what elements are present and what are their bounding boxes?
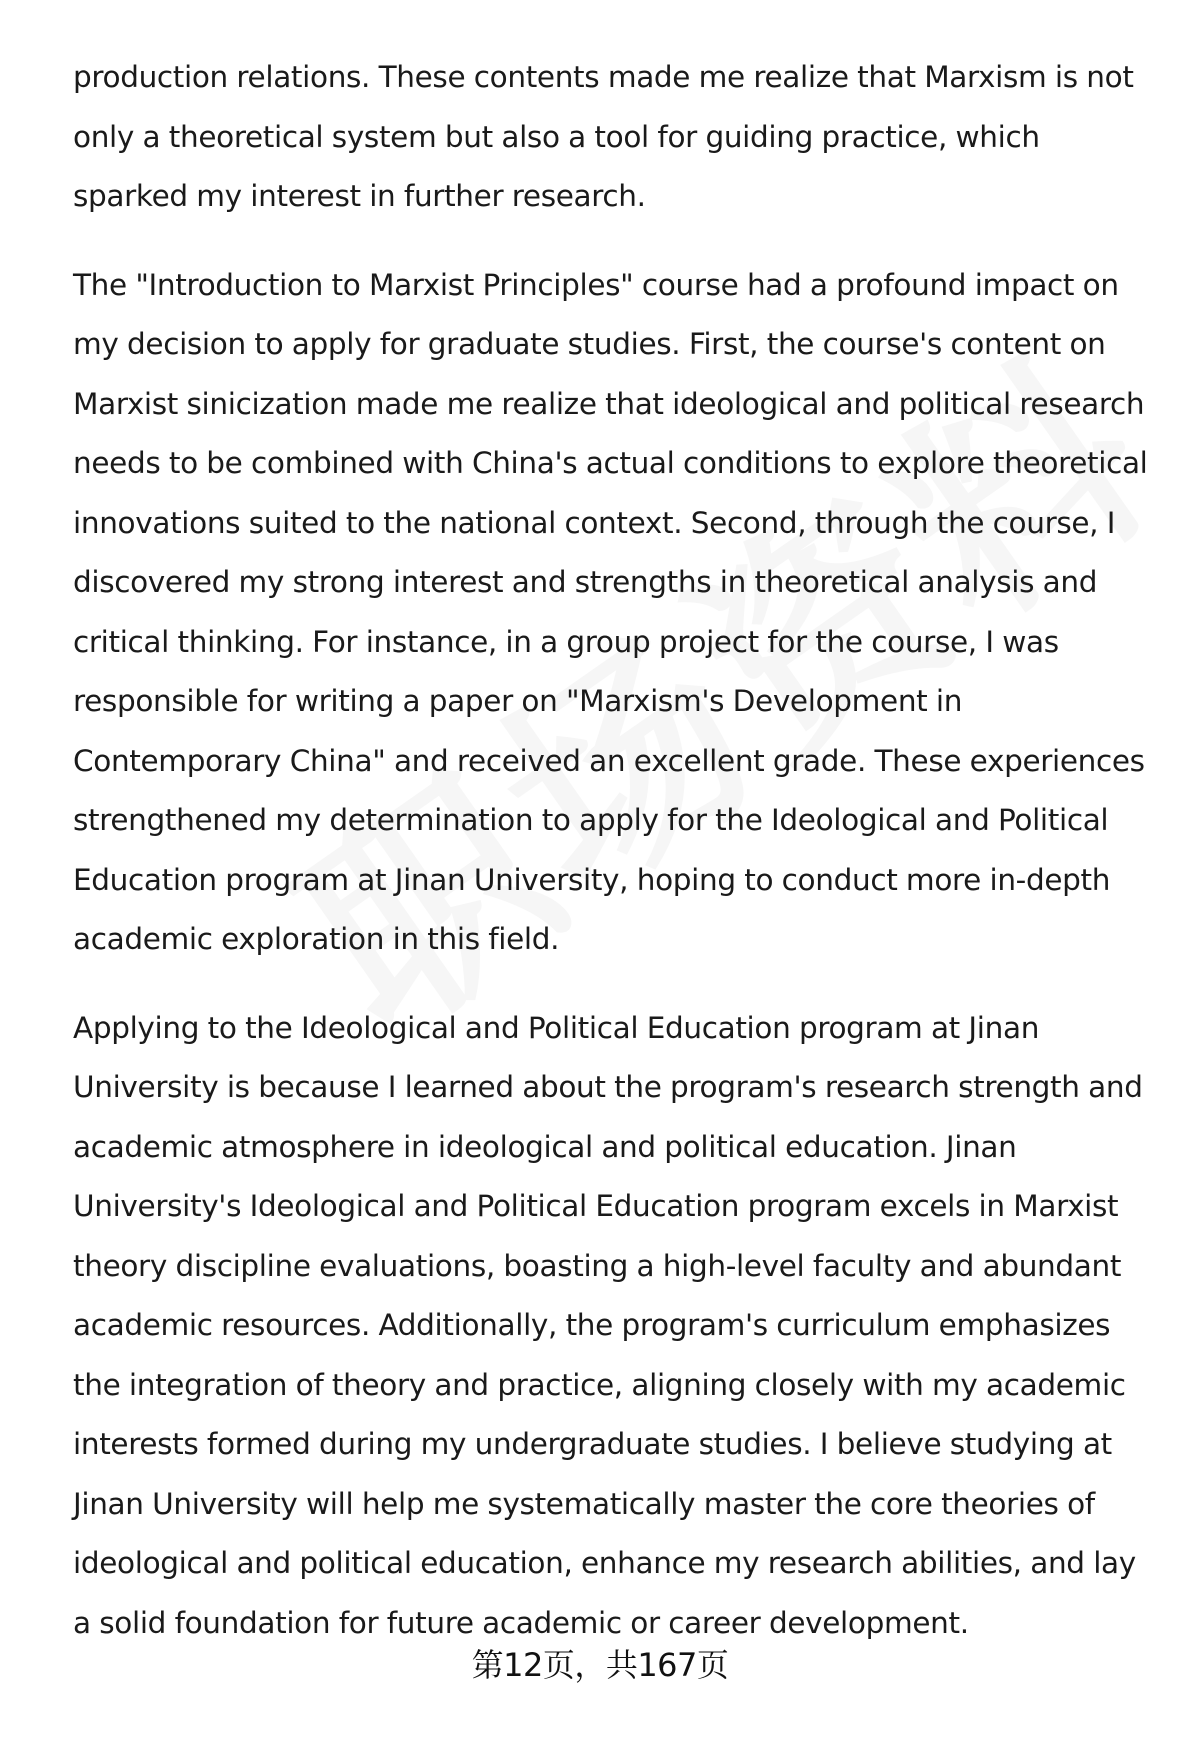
paragraph-3: Applying to the Ideological and Political Education program at Jinan University is because I learned about the program's research strength and academic atmosphere in ideological and political education. Jinan University's Ideological and Political Education program excels in Marxist theory discipline evaluations, boasting a high-level faculty and abundant academic resources. Additionally, the program's curriculum emphasizes the integration of theory and practice, aligning closely with my academic interests formed during my undergraduate studies. I believe studying at Jinan University will help me systematically master the core theories of ideological and political education, enhance my research abilities, and lay a solid foundation for future academic or career development.	[73, 1010, 1143, 1640]
document-body	[73, 48, 1158, 1682]
page-number-footer: 第12页，共167页	[471, 1646, 729, 1684]
paragraph-1: production relations. These contents made me realize that Marxism is not only a theoretical system but also a tool for guiding practice, which sparked my interest in further research.	[73, 60, 1134, 213]
paragraph-2: The "Introduction to Marxist Principles" course had a profound impact on my decision to apply for graduate studies. First, the course's content on Marxist sinicization made me realize that ideological and political research needs to be combined with China's actual conditions to explore theoretical innovations suited to the national context. Second, through the course, I discovered my strong interest and strengths in theoretical analysis and critical thinking. For instance, in a group project for the course, I was responsible for writing a paper on "Marxism's Development in Contemporary China" and received an excellent grade. These experiences strengthened my determination to apply for the Ideological and Political Education program at Jinan University, hoping to conduct more in-depth academic exploration in this field.	[73, 267, 1148, 956]
